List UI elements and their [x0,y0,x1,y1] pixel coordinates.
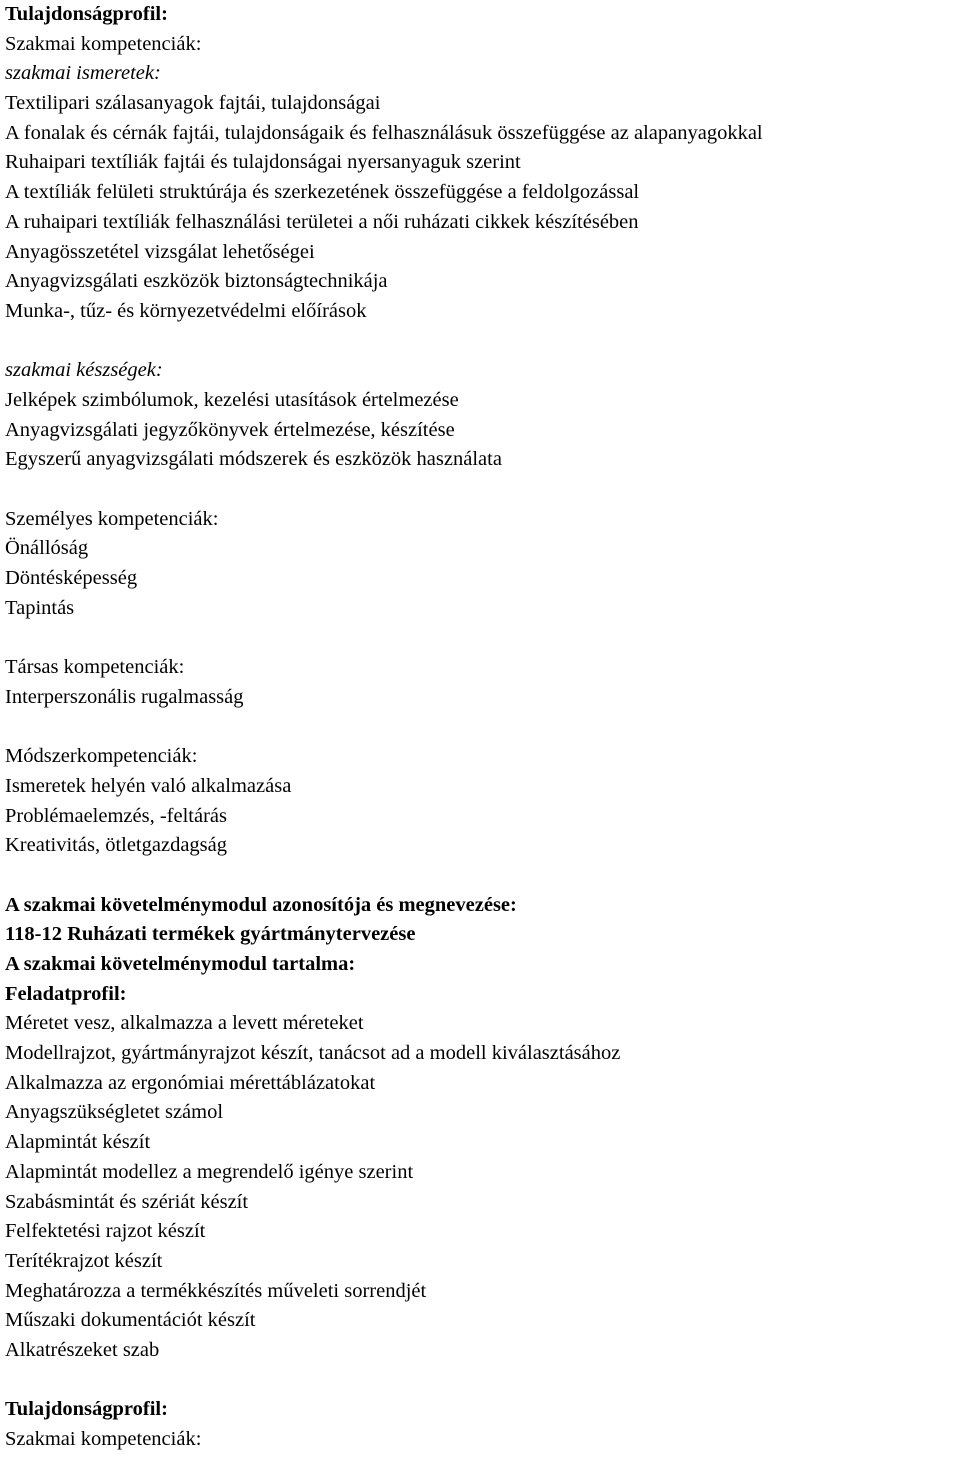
knowledge-item: Textilipari szálasanyagok fajtái, tulajdonságai [5,92,381,115]
label-professional-competences: Szakmai kompetenciák: [5,32,202,55]
knowledge-item: Anyagvizsgálati eszközök biztonságtechnikája [5,270,388,293]
label-professional-competences-2: Szakmai kompetenciák: [5,1428,202,1450]
heading-property-profile: Tulajdonságprofil: [5,3,168,25]
task-item: Modellrajzot, gyártmányrajzot készít, tanácsot ad a modell kiválasztásához [5,1042,621,1065]
personal-item: Önállóság [5,537,89,560]
blank-line [5,713,960,743]
blank-line [5,327,960,357]
task-item: Alapmintát készít [5,1131,151,1154]
task-item: Meghatározza a termékkészítés műveleti sorrendjét [5,1279,427,1302]
knowledge-item: Anyagösszetétel vizsgálat lehetőségei [5,240,315,263]
skill-item: Jelképek szimbólumok, kezelési utasítások értelmezése [5,388,459,411]
task-item: Alapmintát modellez a megrendelő igénye szerint [5,1160,414,1183]
skill-item: Egyszerű anyagvizsgálati módszerek és eszközök használata [5,448,502,471]
blank-line [5,861,960,891]
knowledge-item: A textíliák felületi struktúrája és szerkezetének összefüggése a feldolgozással [5,181,640,204]
task-item: Alkatrészeket szab [5,1338,160,1361]
heading-task-profile: Feladatprofil: [5,982,127,1005]
task-item: Szabásmintát és szériát készít [5,1190,249,1213]
blank-line [5,623,960,653]
task-item: Anyagszükségletet számol [5,1101,224,1124]
method-item: Problémaelemzés, -feltárás [5,804,227,827]
blank-line [5,1366,960,1396]
task-item: Méretet vesz, alkalmazza a levett méreteket [5,1012,364,1035]
task-item: Felfektetési rajzot készít [5,1220,206,1243]
social-item: Interperszonális rugalmasság [5,685,244,708]
label-method-competences: Módszerkompetenciák: [5,745,198,768]
heading-module-content: A szakmai követelménymodul tartalma: [5,953,356,975]
heading-property-profile-2: Tulajdonságprofil: [5,1398,168,1421]
method-item: Ismeretek helyén való alkalmazása [5,774,292,797]
method-item: Kreativitás, ötletgazdagság [5,834,227,857]
document-page [5,0,960,1455]
module-id-name: 118-12 Ruházati termékek gyártmánytervezése [5,923,416,946]
knowledge-item: A ruhaipari textíliák felhasználási területei a női ruházati cikkek készítésében [5,210,639,233]
skill-item: Anyagvizsgálati jegyzőkönyvek értelmezése, készítése [5,418,455,441]
heading-module-id: A szakmai követelménymodul azonosítója és megnevezése: [5,893,517,916]
task-item: Alkalmazza az ergonómiai mérettáblázatokat [5,1071,376,1094]
label-personal-competences: Személyes kompetenciák: [5,507,219,530]
label-social-competences: Társas kompetenciák: [5,656,185,679]
personal-item: Döntésképesség [5,567,138,590]
task-item: Műszaki dokumentációt készít [5,1309,256,1332]
task-item: Terítékrajzot készít [5,1249,163,1272]
knowledge-item: Ruhaipari textíliák fajtái és tulajdonságai nyersanyaguk szerint [5,151,521,174]
knowledge-item: Munka-, tűz- és környezetvédelmi előírások [5,299,367,322]
knowledge-item: A fonalak és cérnák fajtái, tulajdonságaik és felhasználásuk összefüggése az alapanyagokkal [5,121,763,144]
blank-line [5,475,960,505]
label-professional-knowledge: szakmai ismeretek: [5,62,161,85]
label-professional-skills: szakmai készségek: [5,359,163,382]
personal-item: Tapintás [5,596,75,619]
